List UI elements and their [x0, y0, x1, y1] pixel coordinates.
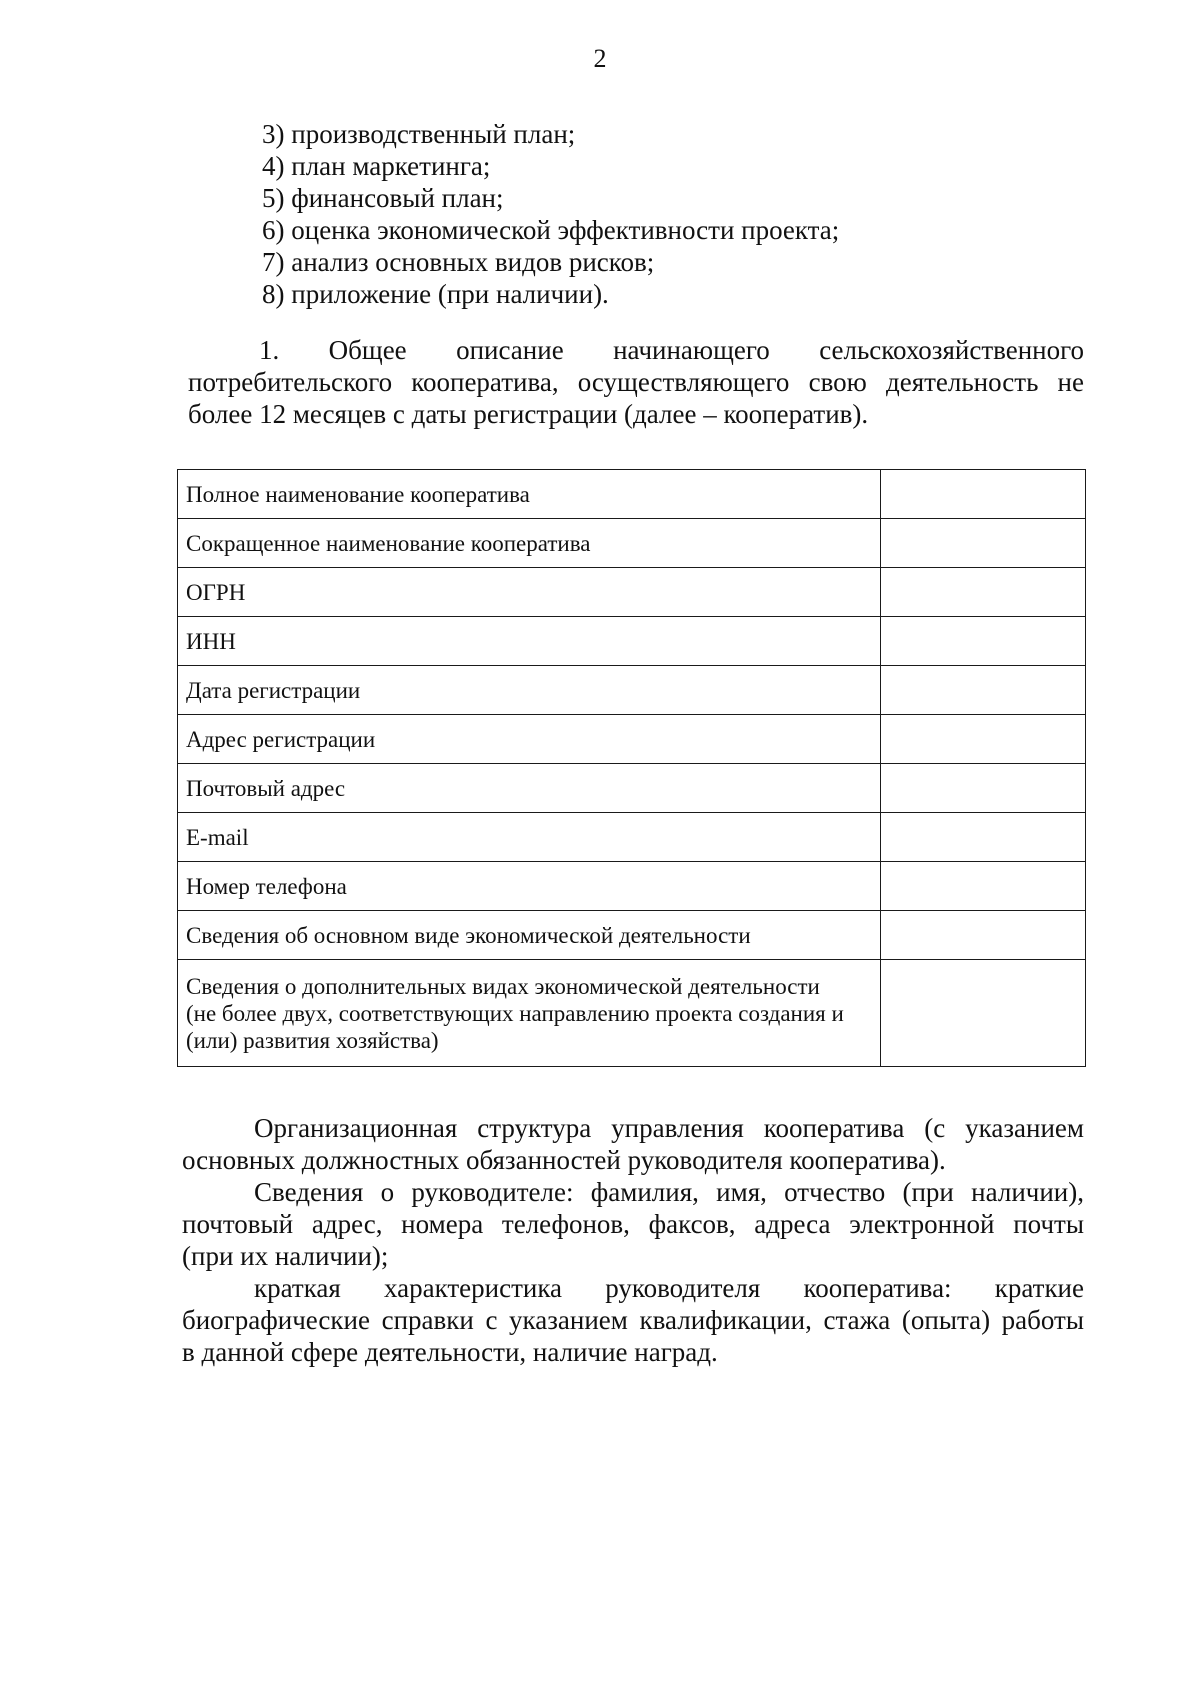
- field-label-line: (или) развития хозяйства): [186, 1027, 439, 1053]
- table-row: [178, 470, 1086, 519]
- intro-line: [188, 334, 1084, 366]
- field-value: [881, 911, 1086, 960]
- field-label: Сведения об основном виде экономической деятельности: [178, 911, 881, 960]
- field-value: [881, 666, 1086, 715]
- field-label: Адрес регистрации: [178, 715, 881, 764]
- text-line: почтовый адрес, номера телефонов, факсов, адреса электронной почты: [182, 1209, 1084, 1239]
- text-line: основных должностных обязанностей руководителя кооператива).: [182, 1145, 946, 1175]
- paragraph-manager-characteristic: [182, 1272, 1084, 1368]
- field-label: ИНН: [178, 617, 881, 666]
- table-row: [178, 862, 1086, 911]
- field-value: [881, 764, 1086, 813]
- field-label: Дата регистрации: [178, 666, 881, 715]
- field-label: [178, 960, 881, 1067]
- table-row: [178, 666, 1086, 715]
- table-row: [178, 519, 1086, 568]
- list-item: 6) оценка экономической эффективности проекта;: [262, 215, 840, 245]
- table-row: [178, 911, 1086, 960]
- field-value: [881, 715, 1086, 764]
- paragraph-org-structure: [182, 1112, 1084, 1176]
- plan-section-list: [262, 118, 839, 310]
- cooperative-info-table: [177, 469, 1086, 1067]
- field-value: [881, 519, 1086, 568]
- paragraph-manager-info: [182, 1176, 1084, 1272]
- list-item: 8) приложение (при наличии).: [262, 279, 609, 309]
- list-item: 4) план маркетинга;: [262, 151, 491, 181]
- intro-word: Общее: [328, 335, 407, 365]
- page-number: 2: [593, 44, 607, 73]
- list-item: 5) финансовый план;: [262, 183, 504, 213]
- field-label: Номер телефона: [178, 862, 881, 911]
- field-label: E-mail: [178, 813, 881, 862]
- table-row: [178, 568, 1086, 617]
- text-line: (при их наличии);: [182, 1241, 389, 1271]
- table-row: [178, 764, 1086, 813]
- intro-word: описание: [456, 335, 564, 365]
- intro-line: более 12 месяцев с даты регистрации (далее – кооператив).: [188, 399, 869, 429]
- list-item: 3) производственный план;: [262, 119, 576, 149]
- field-label: Полное наименование кооператива: [178, 470, 881, 519]
- table-row: [178, 715, 1086, 764]
- text-line: Организационная структура управления кооператива (с указанием: [254, 1113, 1084, 1143]
- field-value: [881, 960, 1086, 1067]
- intro-line: потребительского кооператива, осуществляющего свою деятельность не: [188, 367, 1084, 397]
- text-line: биографические справки с указанием квалификации, стажа (опыта) работы: [182, 1305, 1084, 1335]
- field-value: [881, 470, 1086, 519]
- field-value: [881, 568, 1086, 617]
- field-value: [881, 813, 1086, 862]
- text-line: Сведения о руководителе: фамилия, имя, отчество (при наличии),: [254, 1177, 1084, 1207]
- field-value: [881, 617, 1086, 666]
- table-row: [178, 813, 1086, 862]
- field-label: Почтовый адрес: [178, 764, 881, 813]
- body-text: [182, 1112, 1084, 1368]
- text-line: краткая характеристика руководителя кооператива: краткие: [254, 1273, 1084, 1303]
- intro-word: начинающего: [613, 335, 770, 365]
- field-label-line: Сведения о дополнительных видах экономической деятельности: [186, 973, 820, 999]
- field-label: ОГРН: [178, 568, 881, 617]
- list-item: 7) анализ основных видов рисков;: [262, 247, 655, 277]
- section-number: 1.: [259, 335, 280, 365]
- section-1-intro: [188, 334, 1084, 430]
- field-label-line: (не более двух, соответствующих направлению проекта создания и: [186, 1000, 844, 1026]
- text-line: в данной сфере деятельности, наличие наград.: [182, 1337, 718, 1367]
- field-value: [881, 862, 1086, 911]
- table-row: [178, 960, 1086, 1067]
- table-row: [178, 617, 1086, 666]
- intro-word: сельскохозяйственного: [819, 335, 1084, 365]
- field-label: Сокращенное наименование кооператива: [178, 519, 881, 568]
